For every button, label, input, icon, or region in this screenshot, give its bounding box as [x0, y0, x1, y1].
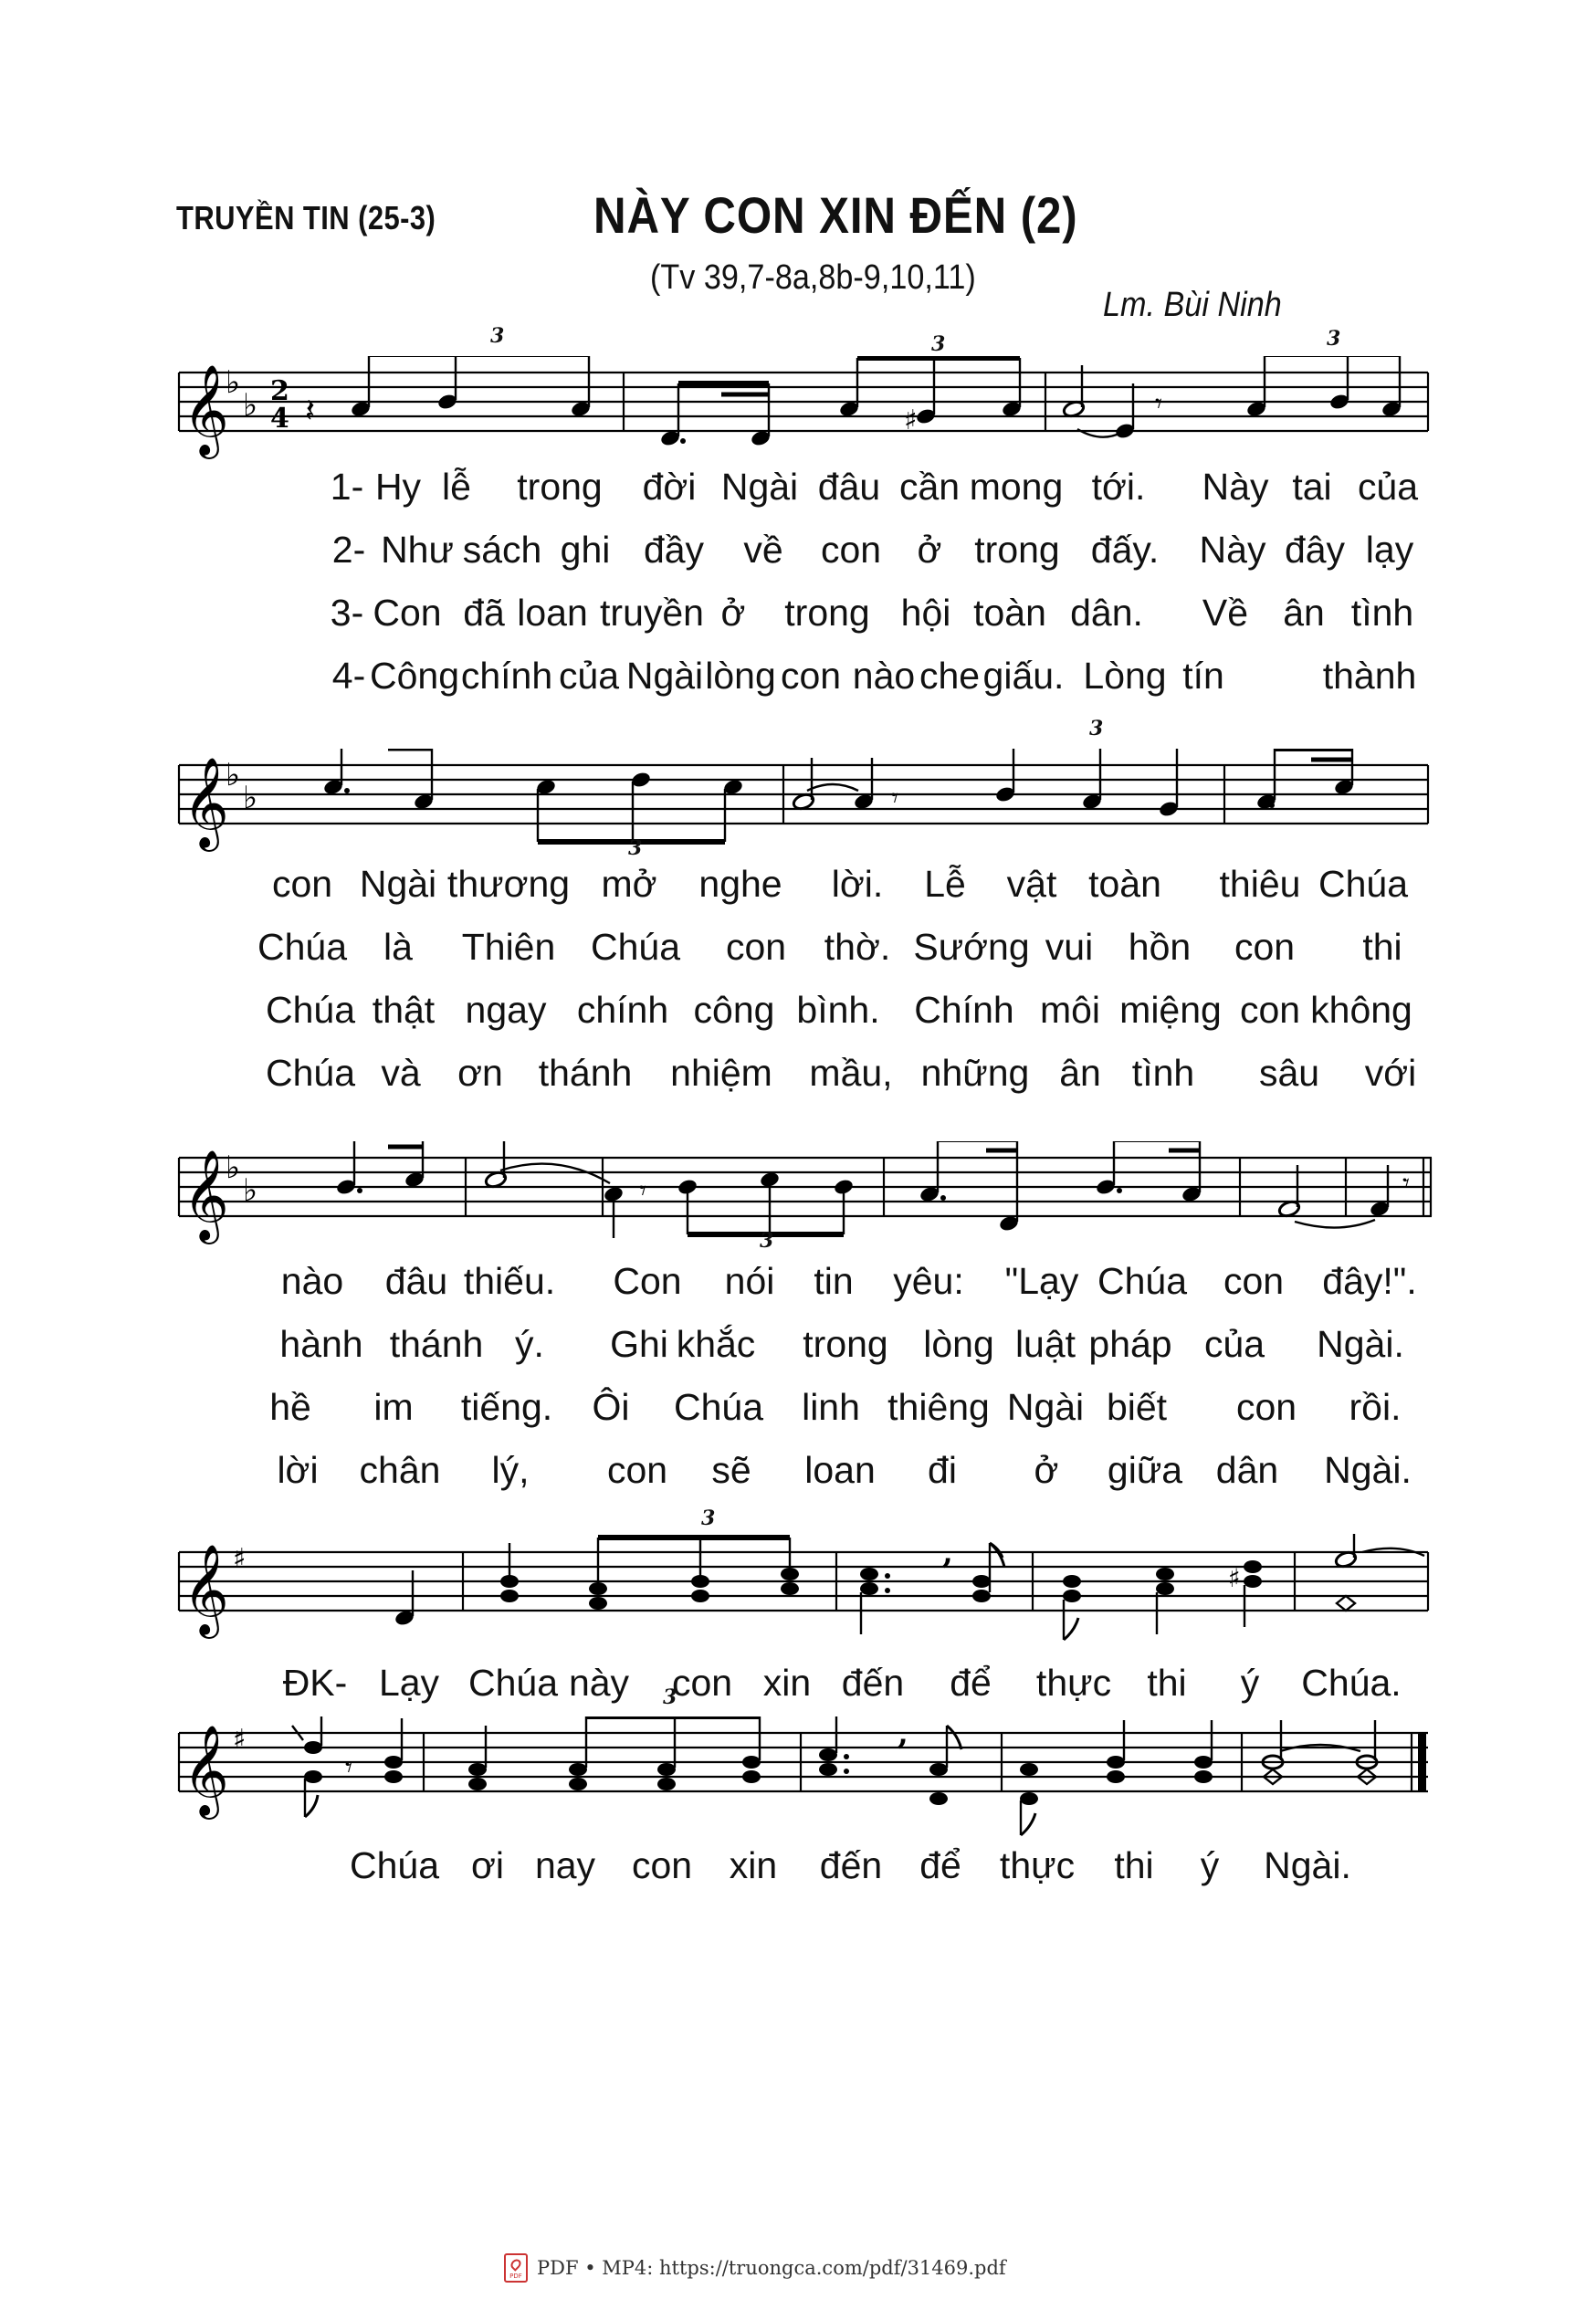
- lyric-syllable: loan: [517, 592, 588, 634]
- lyric-syllable: ý: [1240, 1662, 1260, 1704]
- lyric-syllable: truyền: [600, 592, 704, 634]
- lyric-syllable: ở: [917, 529, 942, 571]
- tuplet-mark: 3: [628, 836, 643, 860]
- lyric-syllable: và: [381, 1052, 421, 1094]
- lyric-syllable: tình: [1131, 1052, 1195, 1094]
- lyric-syllable: con: [606, 1449, 668, 1491]
- lyric-syllable: linh: [802, 1386, 860, 1428]
- lyric-syllable: ân: [1059, 1052, 1101, 1094]
- lyric-syllable: lý,: [491, 1449, 530, 1491]
- lyric-syllable: này: [568, 1662, 630, 1704]
- lyric-syllable: Chúa: [265, 1052, 356, 1094]
- lyric-syllable: Sướng: [913, 926, 1030, 968]
- lyric-syllable: nhiệm: [670, 1052, 772, 1094]
- lyric-syllable: hành: [279, 1323, 363, 1365]
- staff-system-refrain-2: [0, 1716, 1596, 1863]
- lyric-syllable: của: [558, 655, 620, 697]
- lyric-syllable: ơn: [457, 1052, 503, 1094]
- eighth-rest-icon: 𝄾: [1402, 1168, 1410, 1200]
- lyric-syllable: con: [1235, 1386, 1297, 1428]
- lyric-syllable: giấu.: [982, 655, 1065, 697]
- lyric-syllable: môi: [1039, 989, 1101, 1031]
- lyric-syllable: Như: [381, 529, 454, 571]
- lyric-syllable: đấy.: [1090, 529, 1160, 571]
- lyric-syllable: yêu:: [893, 1260, 964, 1302]
- lyric-syllable: Thiên: [461, 926, 556, 968]
- lyric-syllable: Chúa: [1318, 863, 1409, 905]
- lyric-syllable: tới.: [1091, 466, 1146, 508]
- tuplet-mark: 3: [1327, 327, 1341, 351]
- lyric-syllable: ân: [1283, 592, 1325, 634]
- lyric-syllable: chân: [359, 1449, 441, 1491]
- flat-icon: ♭: [226, 1150, 241, 1186]
- lyric-syllable: dân: [1215, 1449, 1279, 1491]
- psalm-reference: (Tv 39,7-8a,8b-9,10,11): [650, 258, 976, 297]
- lyric-syllable: công: [693, 989, 775, 1031]
- lyric-syllable: thờ.: [824, 926, 891, 968]
- sharp-icon: ♯: [1228, 1563, 1241, 1593]
- lyric-syllable: vật: [1006, 863, 1057, 905]
- lyric-syllable: Về: [1202, 592, 1249, 634]
- lyric-syllable: con: [725, 926, 787, 968]
- lyric-syllable: Công: [369, 655, 460, 697]
- lyric-syllable: lòng: [923, 1323, 994, 1365]
- lyric-syllable: Chúa: [673, 1386, 764, 1428]
- lyric-syllable: không: [1310, 989, 1412, 1031]
- lyric-syllable: với: [1364, 1052, 1417, 1094]
- lyric-syllable: nói: [724, 1260, 775, 1302]
- lyric-syllable: đây!".: [1322, 1260, 1417, 1302]
- flat-icon: ♭: [243, 1172, 258, 1209]
- lyric-syllable: giữa: [1107, 1449, 1183, 1491]
- lyric-syllable: con: [1234, 926, 1296, 968]
- lyric-syllable: ở: [1034, 1449, 1059, 1491]
- lyric-syllable: Ghi: [610, 1323, 668, 1365]
- lyric-syllable: ý.: [515, 1323, 544, 1365]
- sharp-icon: ♯: [233, 1724, 247, 1756]
- lyric-syllable: xin: [729, 1844, 778, 1886]
- lyric-syllable: ý: [1200, 1844, 1220, 1886]
- eighth-rest-icon: 𝄾: [1155, 388, 1162, 420]
- flat-icon: ♭: [226, 364, 241, 401]
- flat-icon: ♭: [243, 780, 258, 816]
- lyric-syllable: đời: [642, 466, 697, 508]
- lyric-syllable: hồn: [1128, 926, 1192, 968]
- lyric-syllable: đến: [819, 1844, 883, 1886]
- lyric-syllable: thi: [1362, 926, 1402, 968]
- lyric-syllable: lời.: [831, 863, 884, 905]
- footer-text[interactable]: PDF • MP4: https://truongca.com/pdf/31469.pdf: [537, 2257, 1006, 2279]
- verse-number: 2-: [331, 529, 366, 571]
- song-title: NÀY CON XIN ĐẾN (2): [593, 186, 1078, 244]
- tuplet-mark: 3: [701, 1506, 716, 1530]
- lyric-syllable: lễ: [442, 466, 471, 508]
- lyric-syllable: Chúa: [467, 1662, 559, 1704]
- lyric-syllable: loan: [804, 1449, 876, 1491]
- lyric-syllable: Chính: [914, 989, 1014, 1031]
- lyric-syllable: Chúa: [265, 989, 356, 1031]
- lyric-syllable: biết: [1106, 1386, 1168, 1428]
- lyric-syllable: nay: [534, 1844, 596, 1886]
- lyric-syllable: đây: [1284, 529, 1346, 571]
- lyric-syllable: con: [271, 863, 333, 905]
- lyric-syllable: Chúa: [590, 926, 681, 968]
- verse-number: 4-: [331, 655, 366, 697]
- lyric-syllable: toàn: [973, 592, 1046, 634]
- lyric-syllable: Lạy: [378, 1662, 440, 1704]
- lyric-syllable: lời: [277, 1449, 319, 1491]
- lyric-syllable: về: [743, 529, 783, 571]
- lyric-syllable: Ngài.: [1264, 1844, 1351, 1886]
- occasion-label: TRUYỀN TIN (25-3): [176, 199, 436, 236]
- lyric-syllable: mong: [969, 466, 1064, 508]
- lyric-syllable: con: [671, 1662, 733, 1704]
- lyric-syllable: Ôi: [592, 1386, 630, 1428]
- staff-system-1: [0, 356, 1596, 484]
- refrain-label: ĐK-: [282, 1662, 348, 1704]
- lyric-syllable: chính: [460, 655, 553, 697]
- time-signature: 4: [270, 403, 289, 435]
- lyric-syllable: tiếng.: [460, 1386, 553, 1428]
- lyric-syllable: trong: [784, 592, 870, 634]
- lyric-syllable: để: [950, 1662, 992, 1704]
- lyric-syllable: dân.: [1070, 592, 1143, 634]
- treble-clef-icon: 𝄞: [183, 1725, 229, 1816]
- treble-clef-icon: 𝄞: [183, 1544, 229, 1635]
- footer-link[interactable]: [504, 2253, 1006, 2283]
- lyric-syllable: ghi: [560, 529, 611, 571]
- lyric-syllable: tai: [1292, 466, 1332, 508]
- composer-name: Lm. Bùi Ninh: [1103, 286, 1282, 324]
- lyric-syllable: nào: [852, 655, 916, 697]
- lyric-syllable: Ngài: [625, 655, 704, 697]
- lyric-syllable: pháp: [1088, 1323, 1172, 1365]
- lyric-syllable: lòng: [705, 655, 776, 697]
- lyric-syllable: thi: [1114, 1844, 1154, 1886]
- lyric-syllable: cần: [898, 466, 961, 508]
- lyric-syllable: bình.: [796, 989, 880, 1031]
- lyric-syllable: Ngài: [1006, 1386, 1085, 1428]
- tuplet-mark: 3: [760, 1229, 774, 1253]
- lyric-syllable: sâu: [1258, 1052, 1320, 1094]
- lyric-syllable: thương: [446, 863, 571, 905]
- lyric-syllable: thiêng: [887, 1386, 990, 1428]
- eighth-rest-icon: 𝄾: [639, 1175, 646, 1207]
- lyric-syllable: Con: [613, 1260, 682, 1302]
- treble-clef-icon: 𝄞: [183, 757, 229, 848]
- lyric-syllable: đã: [463, 592, 505, 634]
- staff-system-3: [0, 1141, 1596, 1278]
- tuplet-mark: 3: [490, 324, 505, 348]
- lyric-syllable: ở: [720, 592, 746, 634]
- lyric-syllable: toàn: [1088, 863, 1161, 905]
- lyric-syllable: của: [1203, 1323, 1265, 1365]
- lyric-syllable: che: [919, 655, 981, 697]
- lyric-syllable: sách: [462, 529, 542, 571]
- lyric-syllable: con: [820, 529, 882, 571]
- lyric-syllable: tín: [1182, 655, 1224, 697]
- lyric-syllable: im: [373, 1386, 414, 1428]
- verse-number: 3-: [330, 592, 364, 634]
- lyric-syllable: trong: [974, 529, 1060, 571]
- lyric-syllable: con: [631, 1844, 693, 1886]
- lyric-syllable: nào: [280, 1260, 344, 1302]
- lyric-syllable: thực: [1035, 1662, 1112, 1704]
- breath-mark-icon: ,: [898, 1716, 908, 1752]
- lyric-syllable: Chúa: [257, 926, 348, 968]
- lyric-syllable: Ngài: [720, 466, 799, 508]
- sharp-icon: ♯: [233, 1543, 247, 1575]
- tuplet-mark: 3: [1089, 717, 1104, 740]
- lyric-syllable: con: [1223, 1260, 1285, 1302]
- flat-icon: ♭: [226, 757, 241, 793]
- lyric-syllable: Chúa: [1097, 1260, 1188, 1302]
- lyric-syllable: sẽ: [711, 1449, 751, 1491]
- lyric-syllable: hội: [900, 592, 951, 634]
- breath-mark-icon: ,: [942, 1535, 953, 1571]
- staff-system-refrain-1: [0, 1534, 1596, 1680]
- lyric-syllable: thực: [999, 1844, 1076, 1886]
- lyric-syllable: thánh: [538, 1052, 633, 1094]
- lyric-syllable: trong: [803, 1323, 888, 1365]
- lyric-syllable: tin: [814, 1260, 854, 1302]
- lyric-syllable: luật: [1014, 1323, 1076, 1365]
- lyric-syllable: khắc: [676, 1323, 756, 1365]
- treble-clef-icon: 𝄞: [183, 1150, 229, 1241]
- lyric-syllable: của: [1357, 466, 1419, 508]
- lyric-syllable: con: [780, 655, 842, 697]
- lyric-syllable: Ngài.: [1317, 1323, 1404, 1365]
- lyric-syllable: thi: [1147, 1662, 1187, 1704]
- lyric-syllable: đâu: [817, 466, 881, 508]
- pdf-file-icon: [504, 2253, 528, 2283]
- lyric-syllable: đi: [928, 1449, 957, 1491]
- lyric-syllable: ơi: [471, 1844, 504, 1886]
- lyric-syllable: Này: [1199, 529, 1266, 571]
- lyric-syllable: nghe: [698, 863, 782, 905]
- lyric-syllable: Hy: [374, 466, 422, 508]
- sharp-icon: ♯: [904, 404, 918, 436]
- lyric-syllable: Lễ: [924, 863, 966, 905]
- lyric-syllable: Này: [1202, 466, 1269, 508]
- lyric-syllable: lạy: [1365, 529, 1414, 571]
- lyric-syllable: "Lạy: [1004, 1260, 1079, 1302]
- lyric-syllable: đến: [841, 1662, 905, 1704]
- lyric-syllable: Ngài: [359, 863, 437, 905]
- flat-icon: ♭: [243, 387, 258, 424]
- lyric-syllable: thật: [372, 989, 436, 1031]
- lyric-syllable: những: [920, 1052, 1030, 1094]
- lyric-syllable: tình: [1350, 592, 1414, 634]
- lyric-syllable: thánh: [389, 1323, 484, 1365]
- lyric-syllable: hề: [269, 1386, 311, 1428]
- lyric-syllable: Chúa: [349, 1844, 440, 1886]
- lyric-syllable: đầy: [643, 529, 705, 571]
- tuplet-mark: 3: [931, 332, 946, 356]
- lyric-syllable: ngay: [465, 989, 547, 1031]
- lyric-syllable: mầu,: [809, 1052, 893, 1094]
- lyric-syllable: thành: [1322, 655, 1417, 697]
- lyric-syllable: miệng: [1119, 989, 1222, 1031]
- lyric-syllable: chính: [576, 989, 669, 1031]
- lyric-syllable: trong: [517, 466, 603, 508]
- lyric-syllable: Lòng: [1083, 655, 1167, 697]
- lyric-syllable: để: [919, 1844, 961, 1886]
- lyric-syllable: mở: [601, 863, 657, 905]
- lyric-syllable: thiêu: [1219, 863, 1301, 905]
- eighth-rest-icon: 𝄾: [891, 782, 898, 814]
- lyric-syllable: Con: [373, 592, 442, 634]
- lyric-syllable: Ngài.: [1324, 1449, 1412, 1491]
- lyric-syllable: Chúa.: [1301, 1662, 1402, 1704]
- lyric-syllable: là: [383, 926, 413, 968]
- eighth-rest-icon: 𝄾: [345, 1752, 352, 1784]
- lyric-syllable: rồi.: [1349, 1386, 1402, 1428]
- verse-number: 1-: [330, 466, 364, 508]
- quarter-rest-icon: 𝄽: [305, 393, 316, 430]
- tuplet-mark: 3: [663, 1685, 677, 1709]
- lyric-syllable: thiếu.: [463, 1260, 556, 1302]
- treble-clef-icon: 𝄞: [183, 364, 229, 456]
- lyric-syllable: đâu: [384, 1260, 448, 1302]
- time-signature: 2: [270, 375, 289, 407]
- lyric-syllable: con: [1239, 989, 1301, 1031]
- lyric-syllable: vui: [1045, 926, 1094, 968]
- lyric-syllable: xin: [762, 1662, 812, 1704]
